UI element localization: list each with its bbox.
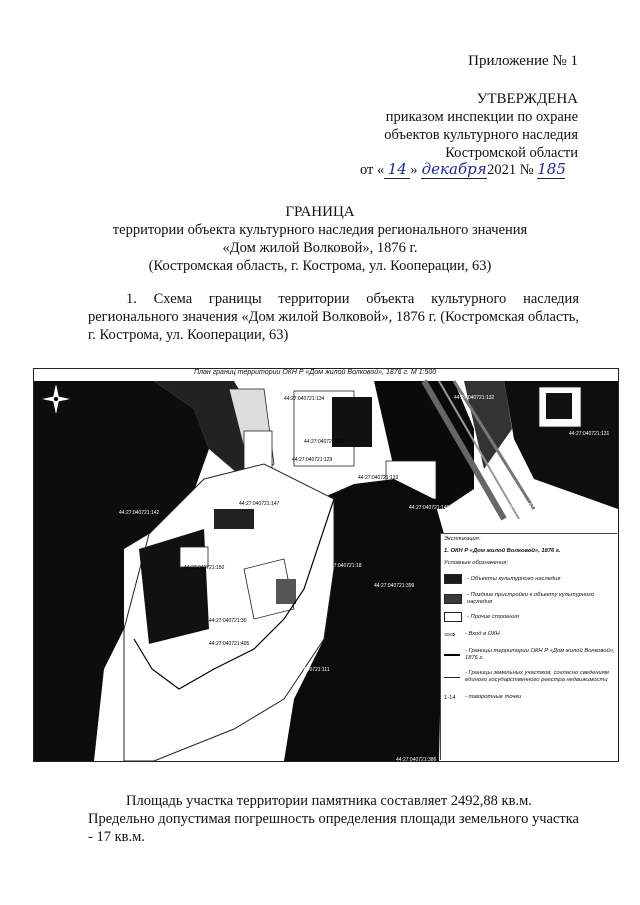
svg-text:44:27:040721:18: 44:27:040721:18 bbox=[324, 563, 362, 569]
map-legend bbox=[440, 533, 617, 760]
svg-text:44:27:040721:133: 44:27:040721:133 bbox=[358, 475, 399, 481]
legend-label: - Прочие строения bbox=[467, 613, 519, 620]
area-tolerance: Предельно допустимая погрешность определения площади земельного участка - 17 кв.м. bbox=[88, 811, 579, 845]
svg-text:44:27:040721:142: 44:27:040721:142 bbox=[119, 510, 160, 516]
legend-item-entrance bbox=[444, 630, 616, 639]
svg-text:44:27:040721:147: 44:27:040721:147 bbox=[239, 501, 280, 507]
svg-text:44:27:040721:386: 44:27:040721:386 bbox=[396, 757, 437, 761]
legend-label: - Границы территории ОКН Р «Дом жилой Волковой», 1876 г. bbox=[465, 648, 615, 661]
map-title: План границ территории ОКН Р «Дом жилой Волковой», 1876 г. М 1:500 bbox=[194, 369, 437, 376]
svg-text:44:27:040721:111: 44:27:040721:111 bbox=[290, 667, 330, 673]
legend-item-parcels bbox=[444, 670, 616, 684]
boundary-line-icon bbox=[444, 654, 460, 656]
appendix-label: Приложение № 1 bbox=[468, 53, 578, 69]
order-date-line bbox=[360, 160, 565, 179]
title-line-2: «Дом жилой Волковой», 1876 г. bbox=[222, 240, 418, 256]
date-year: 2021 № bbox=[487, 162, 534, 178]
legend-conditions: Условные обозначения: bbox=[444, 560, 508, 566]
svg-text:44:27:040721:131: 44:27:040721:131 bbox=[569, 431, 610, 437]
order-line-2: объектов культурного наследия bbox=[384, 127, 578, 143]
legend-item-heritage bbox=[444, 574, 616, 584]
order-line-1: приказом инспекции по охране bbox=[385, 109, 578, 125]
svg-text:44:27:040721:145: 44:27:040721:145 bbox=[409, 505, 450, 511]
svg-text:44:27:040721:150: 44:27:040721:150 bbox=[184, 565, 225, 571]
legend-label: - Поздние пристройки к объекту культурного наследия bbox=[467, 592, 595, 605]
legend-label: - Объекты культурного наследия bbox=[467, 575, 561, 582]
legend-label: - Вход в ОКН bbox=[465, 631, 500, 637]
area-statement: Площадь участка территории памятника составляет 2492,88 кв.м. bbox=[126, 793, 532, 809]
approved-label: УТВЕРЖДЕНА bbox=[476, 91, 578, 107]
legend-object: 1. ОКН Р «Дом жилой Волковой», 1876 г. bbox=[444, 548, 561, 554]
legend-label: - Границы земельных участков, согласно сведениям единого государственного реестра недвижимости bbox=[465, 670, 609, 683]
date-month: декабря bbox=[421, 160, 487, 178]
points-range: 1-14 bbox=[444, 694, 456, 701]
legend-item-points bbox=[444, 694, 616, 701]
legend-item-boundary bbox=[444, 648, 616, 662]
entrance-arrow-icon: ⟹ bbox=[444, 630, 456, 639]
svg-text:44:27:040721:405: 44:27:040721:405 bbox=[209, 641, 250, 647]
svg-text:44:27:040721:30: 44:27:040721:30 bbox=[209, 618, 247, 624]
legend-swatch-heritage bbox=[444, 574, 462, 584]
legend-item-other bbox=[444, 612, 616, 622]
svg-text:44:27:040721:130: 44:27:040721:130 bbox=[304, 439, 345, 445]
legend-swatch-extensions bbox=[444, 594, 462, 604]
svg-text:44:27:040721:129: 44:27:040721:129 bbox=[292, 457, 333, 463]
section-1-text: 1. Схема границы территории объекта культурного наследия регионального значения «Дом жилой Волковой», 1876 г. (Костромская область, г. Кострома, ул. Кооперации, 63) bbox=[88, 291, 579, 343]
date-mid: » bbox=[410, 162, 418, 178]
boundary-map bbox=[33, 368, 619, 762]
title-line-1: территории объекта культурного наследия регионального значения bbox=[112, 222, 528, 238]
title-line-3: (Костромская область, г. Кострома, ул. Кооперации, 63) bbox=[148, 258, 492, 274]
date-prefix: от « bbox=[360, 162, 385, 178]
legend-item-extensions bbox=[444, 592, 616, 606]
svg-text:44:27:040721:134: 44:27:040721:134 bbox=[284, 396, 325, 402]
date-day: 14 bbox=[384, 160, 410, 179]
legend-title: Экспликация: bbox=[444, 536, 481, 542]
order-number: 185 bbox=[537, 160, 566, 178]
svg-text:44:27:040721:146: 44:27:040721:146 bbox=[504, 503, 545, 509]
parcel-line-icon bbox=[444, 677, 460, 678]
order-line-3: Костромской области bbox=[445, 145, 578, 161]
svg-text:44:27:040721:132: 44:27:040721:132 bbox=[454, 395, 495, 401]
legend-swatch-other bbox=[444, 612, 462, 622]
document-title: ГРАНИЦА bbox=[285, 204, 355, 220]
svg-text:44:27:040721:399: 44:27:040721:399 bbox=[374, 583, 415, 589]
legend-label: - поворотные точки bbox=[465, 694, 522, 700]
